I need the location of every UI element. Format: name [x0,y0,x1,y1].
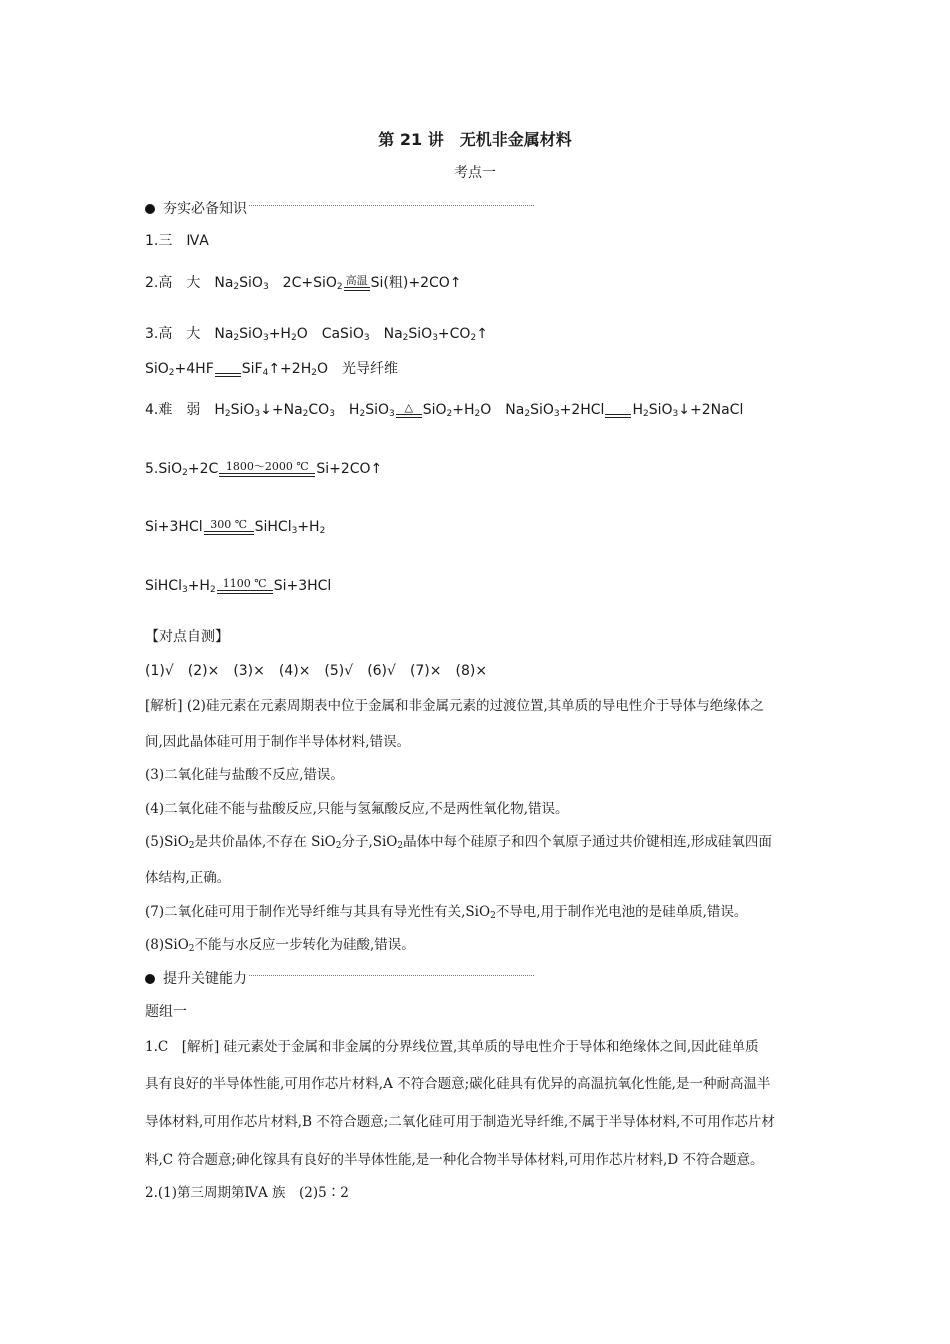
answer-line-6: 5.SiO$_2$+2C 1800～2000 ℃ Si+2CO↑ [145,460,383,478]
explanation-line: (4)二氧化硅不能与盐酸反应,只能与氢氟酸反应,不是两性氧化物,错误。 [145,801,569,817]
explanation-line: 间,因此晶体硅可用于制作半导体材料,错误。 [145,734,411,750]
bullet-icon [145,974,155,984]
answer-line-3: 3.高 大 $Na_2SiO_3+H_2O$ CaSiO$_3$ $Na_2SiO_3+CO_2↑$ [145,326,488,343]
dotted-rule [249,205,534,206]
question-2-line: 2.(1)第三周期第ⅣA 族 (2)5∶2 [145,1185,349,1201]
reaction-condition: 1100 ℃ [217,578,273,594]
page-title: 第 21 讲 无机非金属材料 [378,130,572,149]
answer-line-1: 1.三 ⅣA [145,233,209,249]
section-header-2 [145,970,534,988]
explanation-line: (5)SiO$_2$是共价晶体,不存在 SiO$_2$分子,SiO$_2$晶体中每个硅原子和四个氧原子通过共价键相连,形成硅氧四面 [145,834,772,851]
self-test-heading: 【对点自测】 [145,629,229,645]
question-1-line: 具有良好的半导体性能,可用作芯片材料,A 不符合题意;碳化硅具有优异的高温抗氧化性能,是一种耐高温半 [145,1076,771,1092]
equals-sign [605,414,631,418]
explanation-line: (3)二氧化硅与盐酸不反应,错误。 [145,767,344,783]
answer-line-7: Si+3HCl 300 ℃ $SiHCl_3+H_2$ [145,518,326,536]
question-1-line: 导体材料,可用作芯片材料,B 不符合题意;二氧化硅可用于制造光导纤维,不属于半导体材料,不可用作芯片材 [145,1114,775,1130]
section-title: 夯实必备知识 [163,201,247,217]
reaction-condition: 高温 [344,275,370,291]
equals-sign [215,373,241,377]
explanation-line: 体结构,正确。 [145,870,231,886]
answer-line-2: 2.高 大 $Na_2SiO_3$ 2C+SiO$_2$ 高温 Si(粗)+2CO↑ [145,274,462,292]
explanation-line: (8)SiO$_2$不能与水反应一步转化为硅酸,错误。 [145,937,415,954]
question-1-line: 1.C [解析] 硅元素处于金属和非金属的分界线位置,其单质的导电性介于导体和绝缘体之间,因此硅单质 [145,1039,759,1055]
explanation-line: (7)二氧化硅可用于制作光导纤维与其具有导光性有关,SiO$_2$不导电,用于制作光电池的是硅单质,错误。 [145,904,748,921]
question-1-line: 料,C 符合题意;砷化镓具有良好的半导体性能,是一种化合物半导体材料,可用作芯片材料,D 不符合题意。 [145,1152,764,1168]
reaction-condition: △ [396,402,422,418]
explanation-line: [解析] (2)硅元素在元素周期表中位于金属和非金属元素的过渡位置,其单质的导电性介于导体与绝缘体之 [145,698,764,714]
reaction-condition: 300 ℃ [204,519,254,535]
bullet-icon [145,204,155,214]
answer-line-5: 4.难 弱 $H_2SiO_3↓+Na_2CO_3$ $H_2SiO_3$ △ $SiO_2+H_2O$ $Na_2SiO_3+2HCl$ $H_2SiO_3↓+2NaCl$ [145,401,744,419]
section-header-1 [145,200,534,218]
section-subtitle: 考点一 [454,165,496,181]
dotted-rule [249,975,534,976]
group-heading: 题组一 [145,1004,187,1020]
answer-line-8: $SiHCl_3+H_2$ 1100 ℃ Si+3HCl [145,577,332,595]
self-test-answers: (1)√ (2)× (3)× (4)× (5)√ (6)√ (7)× (8)× [145,663,488,679]
section-title: 提升关键能力 [163,971,247,987]
answer-line-4: SiO$_2$+4HF $SiF_4↑+2H_2O$ 光导纤维 [145,361,398,378]
reaction-condition: 1800～2000 ℃ [219,461,315,477]
